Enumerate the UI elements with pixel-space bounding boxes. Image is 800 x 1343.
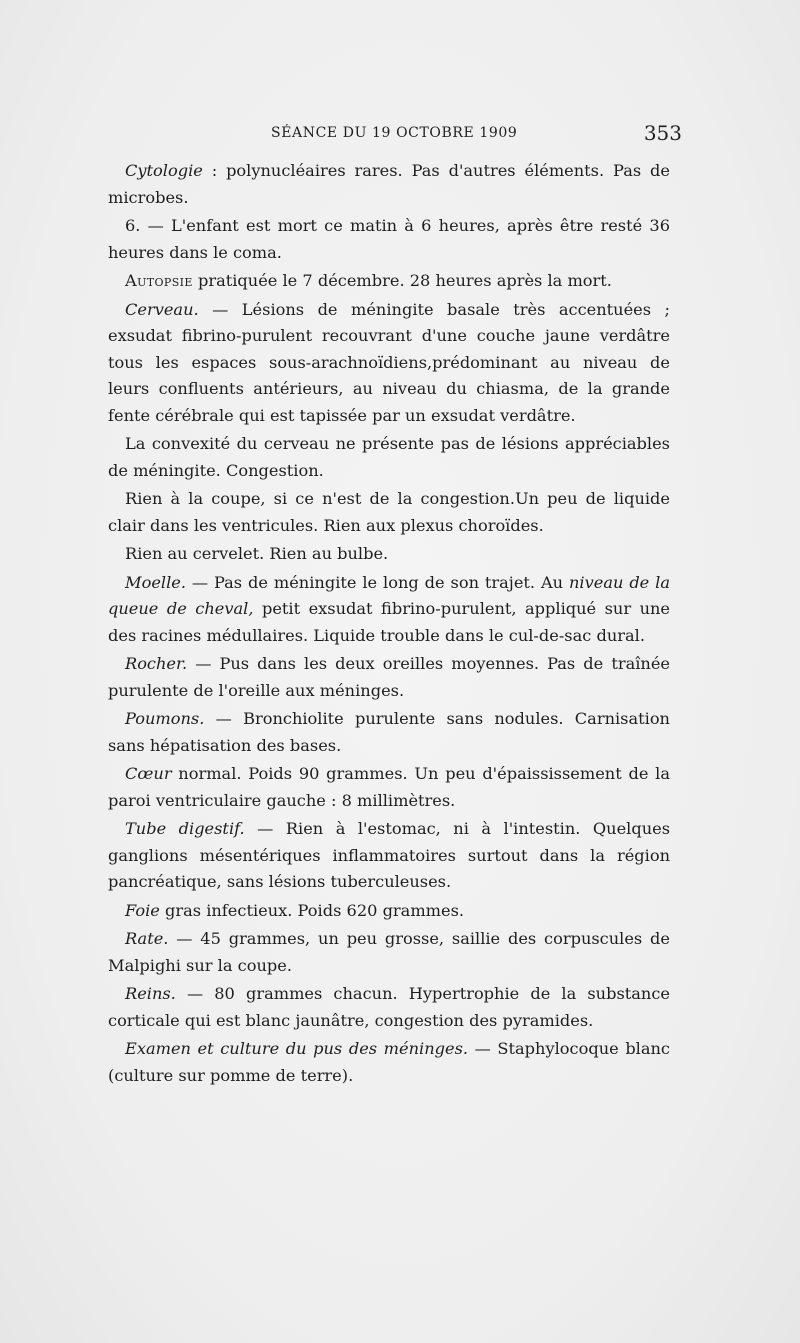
paragraph-coeur: [108, 761, 670, 814]
moelle-rest: petit exsudat fibrino-purulent, appliqué sur une des racines médullaires. Liquide trouble dans le cul-de-sac dural.: [108, 599, 670, 645]
paragraph-reins: [108, 981, 670, 1034]
text-foie: gras infectieux. Poids 620 grammes.: [159, 900, 465, 920]
text-coupe: Rien à la coupe, si ce n'est de la congestion.Un peu de liquide clair dans les ventricules. Rien aux plexus choroïdes.: [108, 489, 670, 535]
lead-coeur: Cœur: [125, 764, 172, 783]
lead-rate: Rate.: [125, 929, 169, 948]
paragraph-coupe: [108, 486, 670, 539]
paragraph-cervelet: [108, 541, 670, 568]
text-convexite: La convexité du cerveau ne présente pas de lésions appréciables de méningite. Congestion.: [108, 434, 670, 480]
lead-poumons: Poumons.: [125, 709, 205, 728]
paragraph-autopsie: [108, 268, 670, 295]
lead-autopsie: Autopsie: [125, 271, 193, 290]
lead-tube: Tube digestif.: [125, 819, 245, 838]
paragraph-poumons: [108, 706, 670, 759]
running-header: [108, 121, 682, 147]
lead-foie: Foie: [125, 900, 160, 920]
paragraph-rocher: [108, 651, 670, 704]
text-autopsie: pratiquée le 7 décembre. 28 heures après la mort.: [192, 271, 612, 290]
paragraph-death: [108, 213, 670, 266]
lead-cerveau: Cerveau.: [125, 299, 199, 319]
text-rate: — 45 grammes, un peu grosse, saillie des corpuscules de Malpighi sur la coupe.: [108, 929, 670, 975]
text-examen: — Staphylocoque blanc (culture sur pomme de terre).: [108, 1039, 670, 1085]
lead-moelle: Moelle.: [125, 572, 186, 592]
lead-cytologie: Cytologie: [125, 161, 203, 180]
page-number: 353: [643, 121, 682, 145]
paragraph-cerveau: [108, 297, 670, 430]
text-coeur: normal. Poids 90 grammes. Un peu d'épaississement de la paroi ventriculaire gauche : 8 millimètres.: [108, 764, 670, 810]
text-tube: — Rien à l'estomac, ni à l'intestin. Quelques ganglions mésentériques inflammatoires surtout dans la région pancréatique, sans lésions tuberculeuses.: [108, 819, 671, 891]
paragraph-rate: [108, 926, 670, 979]
paragraph-tube: [108, 816, 670, 896]
text-reins: — 80 grammes chacun. Hypertrophie de la substance corticale qui est blanc jaunâtre, congestion des pyramides.: [108, 984, 670, 1030]
text-death: 6. — L'enfant est mort ce matin à 6 heures, après être resté 36 heures dans le coma.: [108, 216, 670, 262]
lead-rocher: Rocher.: [125, 654, 188, 673]
paragraph-convexite: [108, 431, 670, 484]
body-text: [108, 158, 670, 1091]
paragraph-cytologie: [108, 158, 670, 211]
text-cerveau: — Lésions de méningite basale très accentuées ; exsudat fibrino-purulent recouvrant d'une couche jaune verdâtre tous les espaces sous-arachnoïdiens,prédominant au niveau de leurs confluents antérieurs, au niveau du chiasma, de la grande fente cérébrale qui est tapissée par un exsudat verdâtre.: [108, 299, 670, 425]
moelle-italic: niveau de la queue de cheval,: [108, 572, 670, 618]
lead-reins: Reins.: [125, 984, 176, 1003]
paragraph-foie: [108, 898, 670, 925]
text-cervelet: Rien au cervelet. Rien au bulbe.: [125, 544, 389, 563]
paragraph-moelle: [108, 570, 670, 650]
paragraph-examen: [108, 1036, 670, 1089]
text-cytologie: : polynucléaires rares. Pas d'autres éléments. Pas de microbes.: [108, 161, 670, 207]
text-rocher: — Pus dans les deux oreilles moyennes. Pas de traînée purulente de l'oreille aux méninges.: [108, 654, 670, 700]
running-title: SÉANCE DU 19 OCTOBRE 1909: [271, 125, 518, 141]
text-moelle: — Pas de méningite le long de son trajet. Au: [185, 572, 569, 592]
lead-examen: Examen et culture du pus des méninges.: [125, 1039, 469, 1058]
text-poumons: — Bronchiolite purulente sans nodules. Carnisation sans hépatisation des bases.: [108, 709, 670, 755]
